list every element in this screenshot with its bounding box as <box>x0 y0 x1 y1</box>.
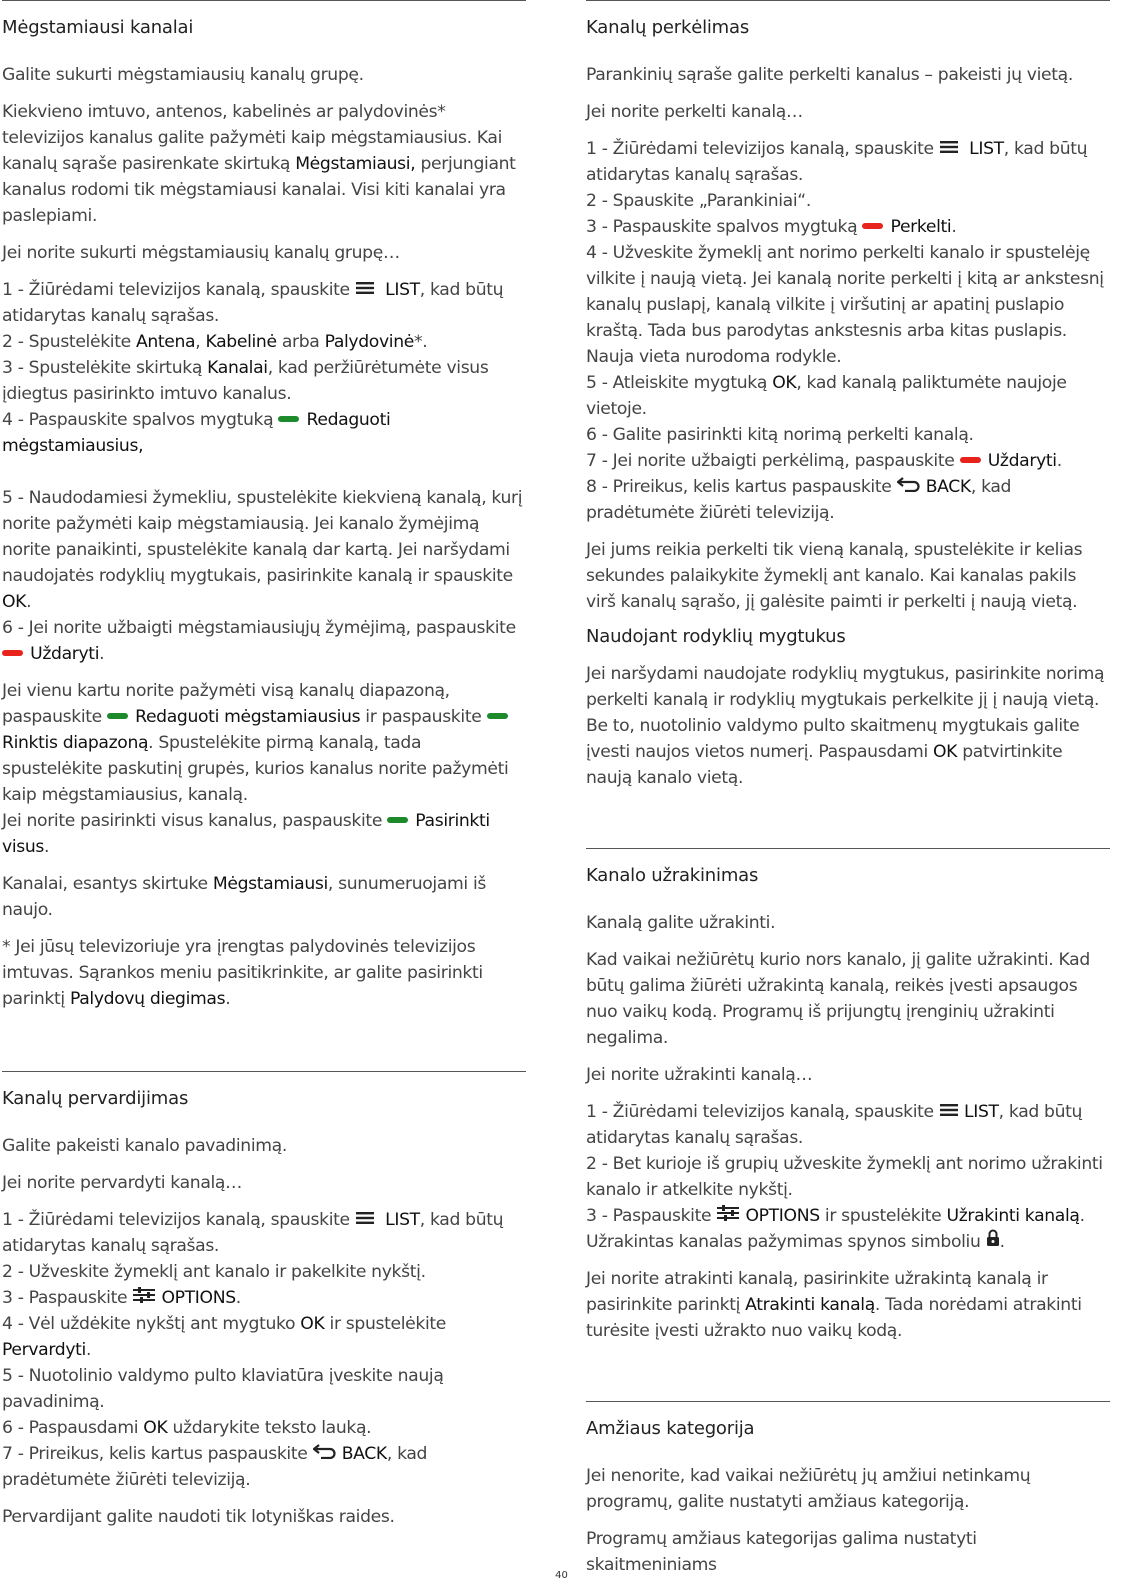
green-key-icon <box>387 817 408 823</box>
section-favourite-channels <box>2 0 526 1012</box>
subsection-title: Naudojant rodyklių mygtukus <box>586 626 846 647</box>
steps: 1 - Žiūrėdami televizijos kanalą, spauskite LIST, kad būtų atidarytas kanalų sąrašas. 2 - Spustelėkite Antena, Kabelinė arba Palydovinė*. 3 - Spustelėkite skirtuką Kanalai, kad peržiūrėtumėte visus įdiegtus pasirinkto imtuvo kanalus. 4 - Paspauskite spalvos mygtuką Redaguoti mėgstamiausius, 5 - Naudodamiesi žymekliu, spustelėkite kiekvieną kanalą, kurį norite pažymėti kaip mėgstamiausią. Jei kanalo žymėjimą norite panaikinti, spustelėkite kanalą dar kartą. Jei naršydami naudojatės rodyklių mygtukais, pasirinkite kanalą ir spauskite OK. 6 - Jei norite užbaigti mėgstamiausiųjų žymėjimą, paspauskite Uždaryti. <box>2 277 526 667</box>
paragraph: Jei norite užrakinti kanalą… <box>586 1065 813 1085</box>
steps: 1 - Žiūrėdami televizijos kanalą, spauskite LIST, kad būtų atidarytas kanalų sąrašas. 2 - Užveskite žymeklį ant kanalo ir pakelkite nykštį. 3 - Paspauskite OPTIONS. 4 - Vėl uždėkite nykštį ant mygtuko OK ir spustelėkite Pervardyti. 5 - Nuotolinio valdymo pulto klaviatūra įveskite naują pavadinimą. 6 - Paspausdami OK uždarykite teksto lauką. 7 - Prireikus, kelis kartus paspauskite BACK, kad pradėtumėte žiūrėti televiziją. <box>2 1207 526 1493</box>
list-icon <box>355 277 375 303</box>
red-key-icon <box>862 223 883 229</box>
list-icon <box>355 1207 375 1233</box>
list-icon <box>939 1099 959 1125</box>
section-title: Kanalų pervardijimas <box>2 1088 189 1109</box>
green-key-icon <box>487 713 508 719</box>
paragraph: Jei vienu kartu norite pažymėti visą kanalų diapazoną, paspauskite Redaguoti mėgstamiausius ir paspauskite Rinktis diapazoną. Spustelėkite pirmą kanalą, tada spustelėkite paskutinį grupės, kurios kanalus norite pažymėti kaip mėgstamiausius, kanalą. Jei norite pasirinkti visus kanalus, paspauskite Pasirinkti visus. <box>2 681 509 857</box>
paragraph: Pervardijant galite naudoti tik lotyniškas raides. <box>2 1507 395 1527</box>
section-title: Amžiaus kategorija <box>586 1418 755 1439</box>
red-key-icon <box>960 457 981 463</box>
options-icon <box>716 1203 740 1229</box>
section-rename-channels <box>2 1071 526 1530</box>
steps: 1 - Žiūrėdami televizijos kanalą, spauskite LIST, kad būtų atidarytas kanalų sąrašas. 2 - Bet kurioje iš grupių užveskite žymeklį ant norimo užrakinti kanalo ir atkelkite nykštį. 3 - Paspauskite OPTIONS ir spustelėkite Užrakinti kanalą. Užrakintas kanalas pažymimas spynos simboliu . <box>586 1099 1110 1255</box>
paragraph: Parankinių sąraše galite perkelti kanalus – pakeisti jų vietą. <box>586 65 1073 85</box>
paragraph: Jei norite sukurti mėgstamiausių kanalų grupę… <box>2 243 400 263</box>
lock-icon <box>986 1229 1000 1255</box>
section-title: Kanalų perkėlimas <box>586 17 750 38</box>
steps: 1 - Žiūrėdami televizijos kanalą, spauskite LIST, kad būtų atidarytas kanalų sąrašas. 2 - Spauskite „Parankiniai“. 3 - Paspauskite spalvos mygtuką Perkelti. 4 - Užveskite žymeklį ant norimo perkelti kanalo ir spustelėję vilkite į naują vietą. Jei kanalą norite perkelti į kitą ar ankstesnį kanalų puslapį, kanalą vilkite į viršutinį ar apatinį puslapio kraštą. Tada bus parodytas ankstesnis arba kitas puslapis. Nauja vieta nurodoma rodykle. 5 - Atleiskite mygtuką OK, kad kanalą paliktumėte naujoje vietoje. 6 - Galite pasirinkti kitą norimą perkelti kanalą. 7 - Jei norite užbaigti perkėlimą, paspauskite Uždaryti. 8 - Prireikus, kelis kartus paspauskite BACK, kad pradėtumėte žiūrėti televiziją. <box>586 136 1110 526</box>
section-move-channels <box>586 0 1110 791</box>
paragraph: Kanalai, esantys skirtuke Mėgstamiausi, sunumeruojami iš naujo. <box>2 874 486 920</box>
paragraph: Jei jums reikia perkelti tik vieną kanalą, spustelėkite ir kelias sekundes palaikykite žymeklį ant kanalo. Kai kanalas pakils virš kanalų sąrašo, jį galėsite paimti ir perkelti į naują vietą. <box>586 540 1083 612</box>
paragraph: Kad vaikai nežiūrėtų kurio nors kanalo, jį galite užrakinti. Kad būtų galima žiūrėti užrakintą kanalą, reikės įvesti apsaugos nuo vaikų kodą. Programų iš prijungtų įrenginių užrakinti negalima. <box>586 950 1090 1048</box>
right-column <box>586 0 1110 1589</box>
back-icon <box>897 474 921 500</box>
paragraph: Jei norite pervardyti kanalą… <box>2 1173 242 1193</box>
red-key-icon <box>2 650 23 656</box>
green-key-icon <box>278 416 299 422</box>
options-icon <box>132 1285 156 1311</box>
footnote: * Jei jūsų televizoriuje yra įrengtas palydovinės televizijos imtuvas. Sąrankos meniu pasitikrinkite, ar galite pasirinkti parinktį Palydovų diegimas. <box>2 937 483 1009</box>
section-title: Kanalo užrakinimas <box>586 865 759 886</box>
green-key-icon <box>107 713 128 719</box>
back-icon <box>313 1441 337 1467</box>
paragraph: Jei naršydami naudojate rodyklių mygtukus, pasirinkite norimą perkelti kanalą ir rodyklių mygtukais perkelkite jį į naują vietą. Be to, nuotolinio valdymo pulto skaitmenų mygtukais galite įvesti naujos vietos numerį. Paspausdami OK patvirtinkite naują kanalo vietą. <box>586 664 1105 788</box>
paragraph: Galite sukurti mėgstamiausių kanalų grupę. <box>2 65 364 85</box>
paragraph: Kanalą galite užrakinti. <box>586 913 776 933</box>
paragraph: Jei nenorite, kad vaikai nežiūrėtų jų amžiui netinkamų programų, galite nustatyti amžiaus kategoriją. <box>586 1466 1031 1512</box>
paragraph: Kiekvieno imtuvo, antenos, kabelinės ar palydovinės* televizijos kanalus galite pažymėti kaip mėgstamiausius. Kai kanalų sąraše pasirenkate skirtuką Mėgstamiausi, perjungiant kanalus rodomi tik mėgstamiausi kanalai. Visi kiti kanalai yra paslepiami. <box>2 102 516 226</box>
paragraph: Jei norite atrakinti kanalą, pasirinkite užrakintą kanalą ir pasirinkite parinktį Atrakinti kanalą. Tada norėdami atrakinti turėsite įvesti užrakto nuo vaikų kodą. <box>586 1269 1082 1341</box>
list-icon <box>939 136 959 162</box>
left-column <box>2 0 526 1541</box>
paragraph: Programų amžiaus kategorijas galima nustatyti skaitmeniniams <box>586 1529 977 1575</box>
section-lock-channel <box>586 848 1110 1344</box>
section-age-rating <box>586 1401 1110 1578</box>
page-number: 40 <box>555 1570 568 1581</box>
paragraph: Jei norite perkelti kanalą… <box>586 102 803 122</box>
section-title: Mėgstamiausi kanalai <box>2 17 194 38</box>
paragraph: Galite pakeisti kanalo pavadinimą. <box>2 1136 287 1156</box>
